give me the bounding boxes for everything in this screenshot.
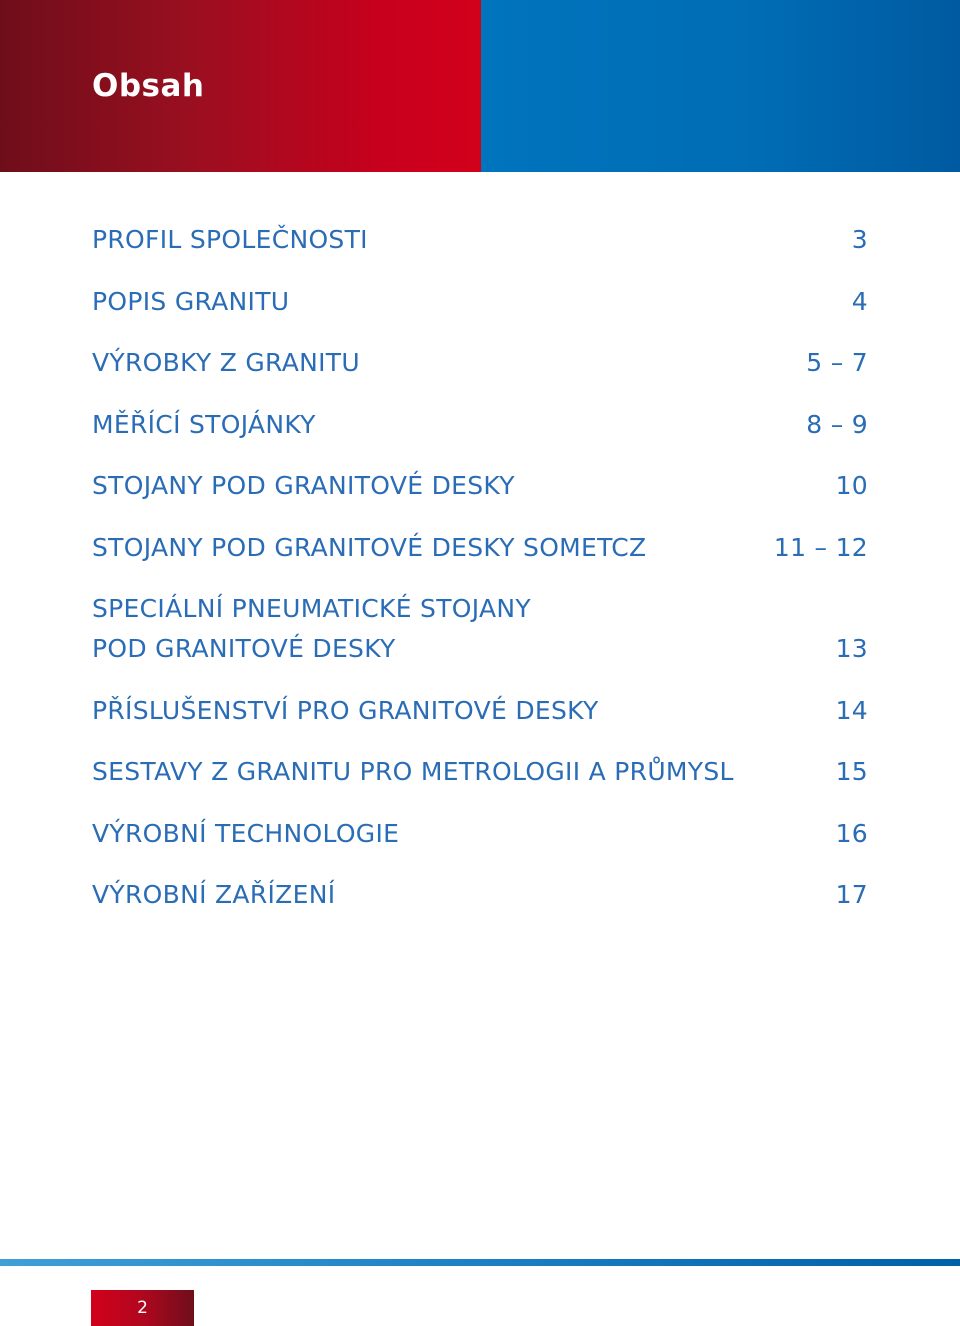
toc-item[interactable] [92, 466, 868, 506]
toc-item-page: 11 – 12 [773, 532, 868, 562]
toc-item-page: 10 [835, 471, 868, 500]
toc-item-title: VÝROBNÍ TECHNOLOGIE [92, 818, 400, 848]
toc-item[interactable] [92, 405, 868, 445]
toc-item-page: 8 – 9 [806, 409, 868, 439]
toc-item-page: 16 [835, 818, 868, 848]
toc-item-page: 15 [835, 757, 868, 786]
toc-item-title: PŘÍSLUŠENSTVÍ PRO GRANITOVÉ DESKY [92, 695, 599, 725]
toc-item[interactable] [92, 343, 868, 383]
toc-item-page: 13 [835, 634, 868, 663]
toc-item[interactable] [92, 528, 868, 568]
table-of-contents [92, 220, 868, 937]
toc-item-page: 17 [835, 880, 868, 909]
toc-item[interactable] [92, 220, 868, 260]
toc-item-title: SPECIÁLNÍ PNEUMATICKÉ STOJANY POD GRANITOVÉ DESKY [92, 594, 531, 663]
toc-item-title: STOJANY POD GRANITOVÉ DESKY SOMETCZ [92, 532, 647, 562]
toc-item-title: POPIS GRANITU [92, 286, 290, 316]
toc-item[interactable] [92, 814, 868, 854]
toc-item-title: MĚŘÍCÍ STOJÁNKY [92, 409, 316, 439]
toc-item[interactable] [92, 282, 868, 322]
toc-item-title: PROFIL SPOLEČNOSTI [92, 225, 368, 254]
toc-item[interactable] [92, 875, 868, 915]
header-blue-band [481, 0, 960, 172]
toc-item-title: VÝROBKY Z GRANITU [92, 348, 360, 377]
toc-item-title: VÝROBNÍ ZAŘÍZENÍ [92, 880, 336, 909]
header-red-band [0, 0, 481, 172]
toc-item[interactable] [92, 691, 868, 731]
toc-item[interactable] [92, 589, 868, 669]
toc-item-page: 3 [851, 225, 868, 254]
toc-item-title: SESTAVY Z GRANITU PRO METROLOGII A PRŮMYSL [92, 757, 734, 786]
footer-divider [0, 1259, 960, 1266]
toc-item-page: 4 [851, 286, 868, 316]
toc-item[interactable] [92, 752, 868, 792]
toc-item-title: STOJANY POD GRANITOVÉ DESKY [92, 471, 515, 500]
page-number-badge: 2 [91, 1290, 194, 1326]
toc-item-page: 5 – 7 [806, 348, 868, 377]
page-header [0, 0, 960, 172]
toc-item-page: 14 [835, 695, 868, 725]
page-title: Obsah [92, 68, 205, 104]
